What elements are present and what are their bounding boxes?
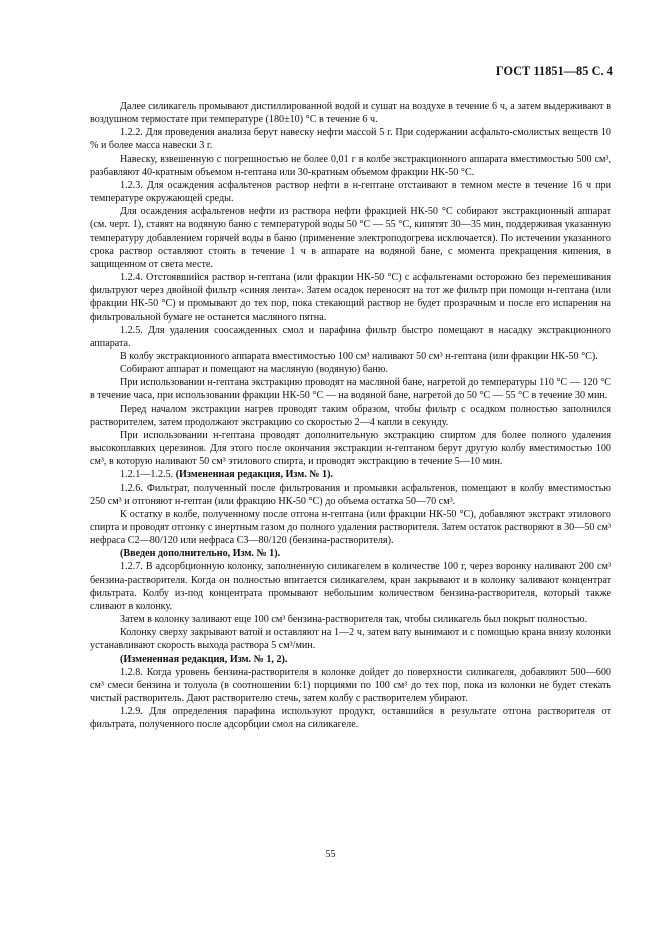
paragraph: Перед началом экстракции нагрев проводят таким образом, чтобы фильтр с осадком полностью заполнился растворителем, затем продолжают экстракцию со скоростью 2—4 капли в секунду. [90,403,611,428]
amendment-note: (Введен дополнительно, Изм. № 1). [120,548,281,560]
standard-header: ГОСТ 11851—85 С. 4 [495,64,613,78]
paragraph: Затем в колонку заливают еще 100 см³ бензина-растворителя так, чтобы силикагель был покрыт полностью. [120,614,588,626]
page-number: 55 [325,849,336,860]
paragraph: При использовании н-гептана проводят дополнительную экстракцию спиртом для более полного удаления высокоплавких церезинов. Для этого после окончания экстракции н-гептаном берут другую колбу вместимостью 100 см³, в которую наливают 50 см³ этилового спирта, и проводят экстракцию в течение 5—10 мин. [90,429,611,468]
paragraph: 1.2.2. Для проведения анализа берут навеску нефти массой 5 г. При содержании асфальто-смолистых веществ 10 % и более масса навески 3 г. [90,127,611,152]
paragraph: 1.2.7. В адсорбционную колонку, заполненную силикагелем в количестве 100 г, через воронку наливают 200 см³ бензина-растворителя. Когда он полностью впитается силикагелем, кран закрывают и в колонку заливают концентрат фильтрата. Колбу из-под концентрата промывают небольшим количеством бензина-растворителя, который также сливают в колонку. [90,561,611,612]
paragraph: Собирают аппарат и помещают на масляную (водяную) баню. [120,364,388,376]
paragraph: 1.2.8. Когда уровень бензина-растворителя в колонке дойдет до поверхности силикагеля, добавляют 500—600 см³ смеси бензина и толуола (в соотношении 6:1) порциями по 100 см³ до тех пор, пока из колонки не будет стекать чистый растворитель. Дают растворителю стечь, затем колбу с растворителем убирают. [90,666,611,705]
amendment-note: 1.2.1—1.2.5. (Измененная редакция, Изм. № 1). [120,469,333,481]
amendment-note: (Измененная редакция, Изм. № 1, 2). [120,653,288,665]
paragraph: 1.2.3. Для осаждения асфальтенов раствор нефти в н-гептане отстаивают в темном месте в течение 16 ч при температуре окружающей среды. [90,179,611,205]
paragraph: В колбу экстракционного аппарата вместимостью 100 см³ наливают 50 см³ н-гептана (или фракции НК-50 °С). [120,350,598,362]
paragraph: 1.2.5. Для удаления соосажденных смол и парафина фильтр быстро помещают в насадку экстракционного аппарата. [90,324,611,349]
document-body [90,100,611,732]
paragraph: К остатку в колбе, полученному после отгона н-гептана (или фракции НК-50 °С), добавляют экстракт этилового спирта и проводят отгонку с инертным газом до полного удаления растворителя. Затем остаток растворяют в 30—50 см³ нефраса С2—80/120 или нефраса С3—80/120 (бензина-растворителя). [90,508,611,547]
paragraph: Колонку сверху закрывают ватой и оставляют на 1—2 ч, затем вату вынимают и с помощью крана внизу колонки устанавливают скорость выхода раствора 5 см³/мин. [90,627,611,652]
paragraph: 1.2.6. Фильтрат, полученный после фильтрования и промывки асфальтенов, помещают в колбу вместимостью 250 см³ и отгоняют н-гептан (или фракцию НК-50 °С) до объема остатка 50—70 см³. [90,482,611,507]
paragraph: Навеску, взвешенную с погрешностью не более 0,01 г в колбе экстракционного аппарата вместимостью 500 см³, разбавляют 40-кратным объемом н-гептана или 30-кратным объемом фракции НК-50 °С. [90,153,611,178]
paragraph: 1.2.4. Отстоявшийся раствор н-гептана (или фракции НК-50 °С) с асфальтенами осторожно без перемешивания фильтруют через двойной фильтр «синяя лента». Затем осадок переносят на тот же фильтр при помощи н-гептана (или фракции НК-50 °С) и промывают до тех пор, пока стекающий раствор не будет прозрачным и после его испарения на фильтровальной бумаге не останется масляного пятна. [90,272,611,323]
paragraph: Далее силикагель промывают дистиллированной водой и сушат на воздухе в течение 6 ч, а затем выдерживают в воздушном термостате при температуре (180±10) °С в течение 6 ч. [90,101,611,126]
paragraph: 1.2.9. Для определения парафина используют продукт, оставшийся в результате отгона растворителя от фильтрата, полученного после адсорбции смол на силикагеле. [90,706,611,731]
paragraph: Для осаждения асфальтенов нефти из раствора нефти фракцией НК-50 °С собирают экстракционный аппарат (см. черт. 1), ставят на водяную баню с температурой воды 50 °С — 55 °С, кипятят 30—35 мин, поддерживая указанную температуру добавлением горячей воды в баню (применение электроподогрева исключается). По истечении указанного срока раствор оставляют стоять в течение 1 ч в аппарате на водяной бане, с момента прекращения кипения, в защищенном от света месте. [90,206,611,270]
paragraph: При использовании н-гептана экстракцию проводят на масляной бане, нагретой до температуры 110 °С — 120 °С в течение часа, при использовании фракции НК-50 °С — на водяной бане, нагретой до 50 °С — 55 °С в течение 30 мин. [90,377,611,402]
